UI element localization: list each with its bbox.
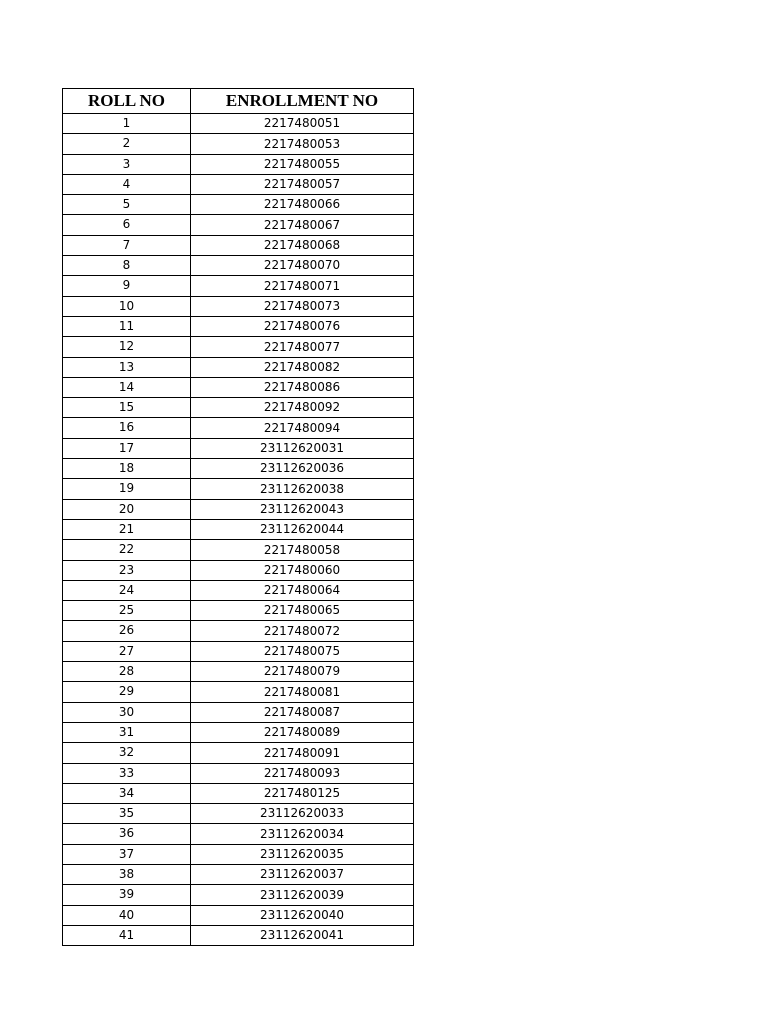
- table-row: [63, 256, 414, 276]
- enrollment-no-cell: 23112620033: [191, 804, 414, 824]
- enrollment-no-cell: 2217480065: [191, 601, 414, 621]
- roll-no-cell: 34: [63, 783, 191, 803]
- enrollment-no-cell: 2217480082: [191, 357, 414, 377]
- roll-no-cell: 28: [63, 662, 191, 682]
- roll-no-cell: 30: [63, 702, 191, 722]
- roll-no-cell: 18: [63, 459, 191, 479]
- enrollment-no-cell: 2217480087: [191, 702, 414, 722]
- enrollment-no-cell: 2217480094: [191, 418, 414, 438]
- roll-no-cell: 21: [63, 519, 191, 539]
- enrollment-no-cell: 2217480089: [191, 722, 414, 742]
- enrollment-no-cell: 2217480064: [191, 580, 414, 600]
- enrollment-no-cell: 23112620041: [191, 925, 414, 945]
- table-row: [63, 377, 414, 397]
- table-row: [63, 235, 414, 255]
- table-row: [63, 885, 414, 905]
- roll-no-cell: 29: [63, 682, 191, 702]
- enrollment-no-cell: 2217480092: [191, 398, 414, 418]
- enrollment-no-cell: 2217480071: [191, 276, 414, 296]
- table-row: [63, 580, 414, 600]
- enrollment-no-cell: 2217480053: [191, 134, 414, 154]
- enrollment-no-cell: 23112620040: [191, 905, 414, 925]
- table-row: [63, 783, 414, 803]
- roll-no-cell: 24: [63, 580, 191, 600]
- table-row: [63, 743, 414, 763]
- enrollment-no-cell: 2217480057: [191, 174, 414, 194]
- enrollment-no-cell: 2217480086: [191, 377, 414, 397]
- roll-no-cell: 35: [63, 804, 191, 824]
- roll-no-cell: 14: [63, 377, 191, 397]
- enrollment-no-cell: 2217480068: [191, 235, 414, 255]
- enrollment-no-cell: 2217480051: [191, 114, 414, 134]
- enrollment-no-cell: 2217480125: [191, 783, 414, 803]
- table-row: [63, 195, 414, 215]
- enrollment-no-header: ENROLLMENT NO: [191, 89, 414, 114]
- table-row: [63, 154, 414, 174]
- roll-no-cell: 20: [63, 499, 191, 519]
- roll-no-cell: 25: [63, 601, 191, 621]
- table-row: [63, 621, 414, 641]
- roll-no-cell: 12: [63, 337, 191, 357]
- roll-no-cell: 7: [63, 235, 191, 255]
- enrollment-no-cell: 23112620038: [191, 479, 414, 499]
- roll-no-cell: 6: [63, 215, 191, 235]
- enrollment-no-cell: 2217480075: [191, 641, 414, 661]
- table-row: [63, 276, 414, 296]
- roll-no-cell: 22: [63, 540, 191, 560]
- table-row: [63, 398, 414, 418]
- roll-no-cell: 33: [63, 763, 191, 783]
- table-row: [63, 114, 414, 134]
- roll-no-cell: 1: [63, 114, 191, 134]
- table-row: [63, 641, 414, 661]
- table-row: [63, 804, 414, 824]
- roll-no-cell: 23: [63, 560, 191, 580]
- table-row: [63, 763, 414, 783]
- table-row: [63, 215, 414, 235]
- roll-no-cell: 10: [63, 296, 191, 316]
- enrollment-table: [62, 88, 414, 946]
- table-row: [63, 540, 414, 560]
- roll-no-cell: 32: [63, 743, 191, 763]
- enrollment-no-cell: 2217480073: [191, 296, 414, 316]
- table-row: [63, 925, 414, 945]
- table-row: [63, 418, 414, 438]
- enrollment-no-cell: 23112620044: [191, 519, 414, 539]
- enrollment-no-cell: 2217480072: [191, 621, 414, 641]
- enrollment-no-cell: 2217480067: [191, 215, 414, 235]
- enrollment-no-cell: 23112620039: [191, 885, 414, 905]
- roll-no-cell: 39: [63, 885, 191, 905]
- table-row: [63, 519, 414, 539]
- roll-no-cell: 5: [63, 195, 191, 215]
- roll-no-cell: 16: [63, 418, 191, 438]
- enrollment-no-cell: 23112620043: [191, 499, 414, 519]
- enrollment-no-cell: 23112620031: [191, 438, 414, 458]
- table-row: [63, 844, 414, 864]
- roll-no-cell: 37: [63, 844, 191, 864]
- table-row: [63, 134, 414, 154]
- roll-no-cell: 2: [63, 134, 191, 154]
- enrollment-no-cell: 2217480079: [191, 662, 414, 682]
- roll-no-cell: 3: [63, 154, 191, 174]
- table-row: [63, 316, 414, 336]
- roll-no-cell: 11: [63, 316, 191, 336]
- enrollment-no-cell: 2217480081: [191, 682, 414, 702]
- table-row: [63, 459, 414, 479]
- table-row: [63, 499, 414, 519]
- table-row: [63, 479, 414, 499]
- table-row: [63, 824, 414, 844]
- table-row: [63, 864, 414, 884]
- roll-no-cell: 8: [63, 256, 191, 276]
- enrollment-no-cell: 2217480058: [191, 540, 414, 560]
- roll-no-cell: 15: [63, 398, 191, 418]
- table-row: [63, 174, 414, 194]
- roll-no-cell: 38: [63, 864, 191, 884]
- header-row: [63, 89, 414, 114]
- roll-no-cell: 9: [63, 276, 191, 296]
- roll-no-cell: 26: [63, 621, 191, 641]
- table-row: [63, 905, 414, 925]
- table-row: [63, 702, 414, 722]
- enrollment-no-cell: 2217480077: [191, 337, 414, 357]
- table-row: [63, 662, 414, 682]
- enrollment-no-cell: 2217480055: [191, 154, 414, 174]
- roll-no-cell: 41: [63, 925, 191, 945]
- roll-no-cell: 27: [63, 641, 191, 661]
- table-row: [63, 560, 414, 580]
- enrollment-no-cell: 2217480093: [191, 763, 414, 783]
- table-row: [63, 296, 414, 316]
- enrollment-no-cell: 2217480091: [191, 743, 414, 763]
- roll-no-header: ROLL NO: [63, 89, 191, 114]
- table-row: [63, 337, 414, 357]
- enrollment-no-cell: 23112620037: [191, 864, 414, 884]
- enrollment-no-cell: 23112620036: [191, 459, 414, 479]
- roll-no-cell: 19: [63, 479, 191, 499]
- enrollment-no-cell: 2217480060: [191, 560, 414, 580]
- enrollment-no-cell: 2217480070: [191, 256, 414, 276]
- roll-no-cell: 36: [63, 824, 191, 844]
- table-row: [63, 357, 414, 377]
- table-row: [63, 682, 414, 702]
- enrollment-no-cell: 23112620034: [191, 824, 414, 844]
- roll-no-cell: 17: [63, 438, 191, 458]
- table-row: [63, 601, 414, 621]
- table-row: [63, 438, 414, 458]
- roll-no-cell: 13: [63, 357, 191, 377]
- roll-no-cell: 40: [63, 905, 191, 925]
- enrollment-no-cell: 23112620035: [191, 844, 414, 864]
- roll-no-cell: 4: [63, 174, 191, 194]
- enrollment-no-cell: 2217480066: [191, 195, 414, 215]
- table-body: [63, 114, 414, 946]
- enrollment-no-cell: 2217480076: [191, 316, 414, 336]
- roll-no-cell: 31: [63, 722, 191, 742]
- table-row: [63, 722, 414, 742]
